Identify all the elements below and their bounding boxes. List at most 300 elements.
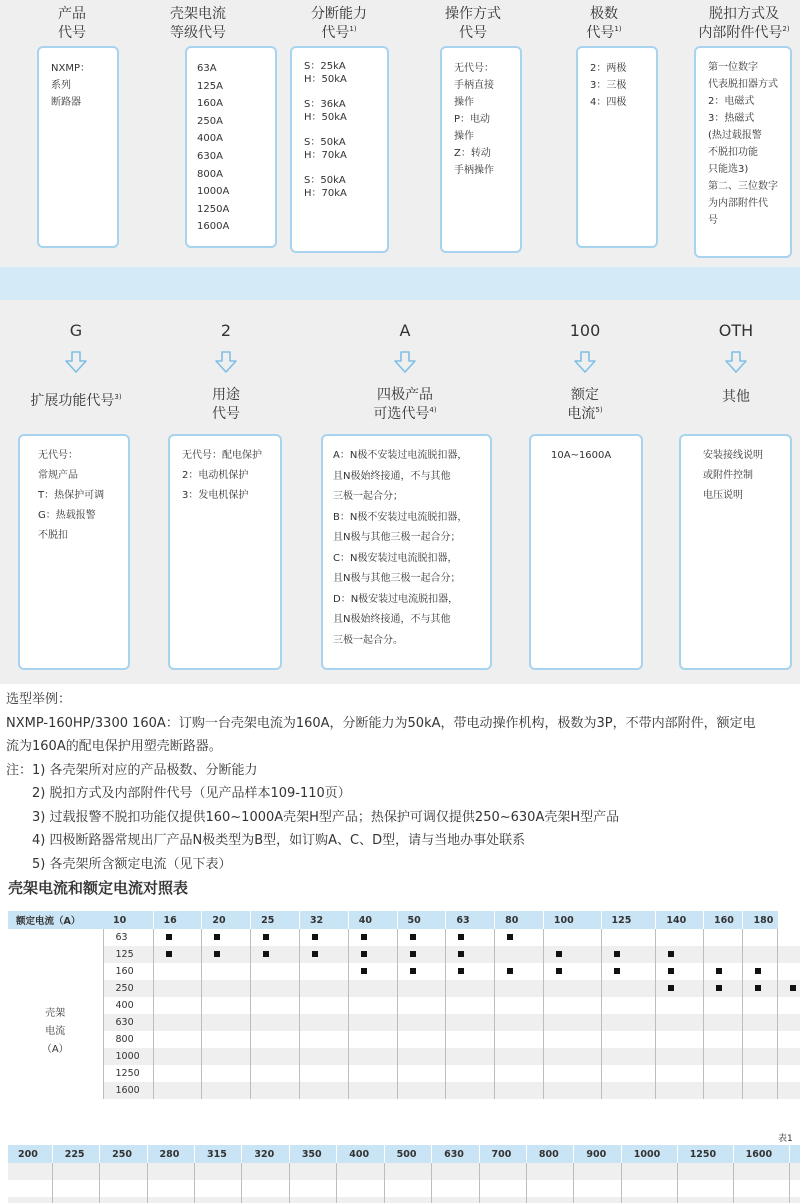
mark-cell — [202, 1082, 251, 1099]
box-line: 125A — [197, 80, 223, 92]
rating-header: 700 — [479, 1145, 526, 1163]
mark-cell — [242, 1163, 289, 1180]
box-line: H：70kA — [304, 150, 347, 161]
mark-cell — [397, 997, 446, 1014]
box-line: 不脱扣功能 — [708, 147, 758, 158]
mark-cell — [446, 980, 495, 997]
box-line: 为内部附件代 — [708, 198, 768, 209]
spacer — [304, 162, 387, 174]
mark-cell — [656, 963, 704, 980]
col-head-5 — [544, 5, 664, 43]
mark-cell — [495, 1014, 544, 1031]
box-line: 三极一起合分； — [333, 491, 403, 502]
mark-cell — [299, 997, 348, 1014]
code-box-3 — [290, 46, 389, 253]
mark-cell — [52, 1197, 99, 1203]
down-arrow-icon — [214, 350, 238, 374]
mark-cell — [495, 1031, 544, 1048]
mark-cell — [778, 946, 800, 963]
table-row — [8, 980, 800, 997]
available-mark — [755, 985, 761, 991]
mark-cell — [656, 929, 704, 946]
col-title-line2 — [413, 24, 533, 43]
mark-cell — [601, 1048, 656, 1065]
available-mark — [458, 951, 464, 957]
mark-cell — [348, 1082, 397, 1099]
rating-header: 1000 — [621, 1145, 677, 1163]
available-mark — [361, 951, 367, 957]
rating-header: 20 — [202, 911, 251, 929]
rating-header: 10 — [103, 911, 153, 929]
frame-value: 1000 — [103, 1048, 153, 1065]
label-line1 — [515, 386, 655, 405]
mark-cell — [479, 1197, 526, 1203]
box-line: 63A — [197, 63, 217, 74]
col-title-text: 等级代号 — [170, 25, 226, 41]
box-line: 手柄直接 — [454, 80, 494, 91]
box-line: B：N极不安装过电流脱扣器， — [333, 511, 468, 523]
mark-cell — [299, 1014, 348, 1031]
box-line: 无代号：配电保护 — [182, 450, 262, 461]
col-title-text: 内部附件代号 — [698, 25, 783, 41]
label-line1 — [666, 388, 800, 407]
rating-header: 40 — [348, 911, 397, 929]
label-line2 — [515, 405, 655, 424]
mark-cell — [202, 997, 251, 1014]
rating-header: 160 — [703, 911, 743, 929]
code-label-2 — [156, 386, 296, 424]
mark-cell — [251, 1031, 300, 1048]
available-mark — [458, 968, 464, 974]
mark-cell — [153, 1048, 202, 1065]
down-arrow-icon — [393, 350, 417, 374]
box-line: (热过载报警 — [708, 130, 762, 141]
example-heading: 选型举例： — [6, 692, 72, 707]
mark-cell — [543, 1031, 601, 1048]
selection-notes — [6, 688, 800, 876]
rating-header: 1600 — [733, 1145, 789, 1163]
mark-cell — [479, 1163, 526, 1180]
mark-cell — [703, 963, 743, 980]
col-head-3 — [279, 5, 399, 43]
down-arrow-icon — [724, 350, 748, 374]
mark-cell — [194, 1180, 241, 1197]
down-arrow-icon — [573, 350, 597, 374]
box-line: 无代号： — [38, 450, 78, 461]
mark-cell — [348, 1048, 397, 1065]
mark-cell — [202, 980, 251, 997]
footnote-ref: 1) — [614, 25, 622, 33]
mark-cell — [789, 1197, 800, 1203]
mark-cell — [348, 1031, 397, 1048]
label-line1 — [156, 386, 296, 405]
mark-cell — [251, 1014, 300, 1031]
mark-cell — [601, 997, 656, 1014]
label-text: 其他 — [722, 389, 750, 405]
mark-cell — [446, 1082, 495, 1099]
col-title-line1: 脱扣方式及 — [709, 6, 779, 22]
available-mark — [755, 968, 761, 974]
mark-cell — [543, 980, 601, 997]
table-row — [8, 1048, 800, 1065]
spacer — [304, 86, 387, 98]
mark-cell — [703, 1048, 743, 1065]
rating-header: 315 — [194, 1145, 241, 1163]
mark-cell — [743, 1065, 778, 1082]
box-line: S：25kA — [304, 61, 346, 72]
box-line: 800A — [197, 168, 223, 180]
mark-cell — [153, 997, 202, 1014]
mark-cell — [703, 1065, 743, 1082]
available-mark — [410, 934, 416, 940]
box-line: 630A — [197, 150, 223, 162]
rating-table-continued — [8, 1145, 800, 1203]
mark-cell — [8, 1197, 52, 1203]
mark-cell — [446, 929, 495, 946]
mark-cell — [446, 1014, 495, 1031]
mark-cell — [743, 1014, 778, 1031]
code-box-bottom-3 — [321, 434, 492, 670]
table-row — [8, 946, 800, 963]
label-line1 — [335, 386, 475, 405]
mark-cell — [289, 1197, 336, 1203]
mark-cell — [778, 1031, 800, 1048]
mark-cell — [677, 1180, 733, 1197]
mark-cell — [526, 1163, 573, 1180]
mark-cell — [656, 1031, 704, 1048]
box-line: 操作 — [454, 97, 474, 108]
note-3: 3) 过载报警不脱扣功能仅提供160~1000A壳架H型产品；热保护可调仅提供250~630A壳架H型产品 — [32, 809, 620, 825]
col-title-line1: 壳架电流 — [170, 6, 226, 22]
available-mark — [716, 985, 722, 991]
mark-cell — [621, 1163, 677, 1180]
mark-cell — [543, 997, 601, 1014]
mark-cell — [703, 997, 743, 1014]
mark-cell — [495, 997, 544, 1014]
col-title-line1: 产品 — [58, 6, 86, 22]
table-title: 壳架电流和额定电流对照表 — [8, 879, 189, 897]
table-header-row — [8, 911, 800, 929]
box-line: H：50kA — [304, 74, 347, 85]
mark-cell — [703, 946, 743, 963]
mark-cell — [251, 1048, 300, 1065]
mark-cell — [543, 1065, 601, 1082]
mark-cell — [656, 946, 704, 963]
available-mark — [614, 951, 620, 957]
available-mark — [668, 985, 674, 991]
table-row — [8, 1082, 800, 1099]
footnote-ref: 1) — [349, 25, 357, 33]
mark-cell — [703, 929, 743, 946]
col-title-line2 — [544, 24, 664, 43]
code-label-5 — [666, 388, 800, 407]
mark-cell — [778, 997, 800, 1014]
mark-cell — [743, 1048, 778, 1065]
mark-cell — [703, 1082, 743, 1099]
box-line: 2：电磁式 — [708, 96, 755, 107]
mark-cell — [543, 929, 601, 946]
footnote-ref: 2) — [782, 25, 790, 33]
rating-header: 320 — [242, 1145, 289, 1163]
footnote-ref: 3) — [114, 393, 122, 401]
rating-header: 280 — [147, 1145, 194, 1163]
available-mark — [361, 968, 367, 974]
available-mark — [716, 968, 722, 974]
mark-cell — [677, 1163, 733, 1180]
mark-cell — [733, 1163, 789, 1180]
mark-cell — [8, 1180, 52, 1197]
mark-cell — [251, 963, 300, 980]
code-box-1 — [37, 46, 119, 248]
label-text: 用途 — [212, 387, 240, 403]
mark-cell — [733, 1180, 789, 1197]
mark-cell — [743, 1082, 778, 1099]
note-5: 5) 各壳架所含额定电流（见下表） — [32, 856, 232, 872]
mark-cell — [100, 1163, 147, 1180]
mark-cell — [147, 1197, 194, 1203]
mark-cell — [384, 1163, 431, 1180]
mark-cell — [348, 1065, 397, 1082]
box-line: 3：三极 — [590, 80, 627, 91]
mark-cell — [251, 997, 300, 1014]
box-line: 2：电动机保护 — [182, 470, 249, 481]
mark-cell — [202, 1014, 251, 1031]
mark-cell — [348, 963, 397, 980]
available-mark — [614, 968, 620, 974]
code-label-1 — [6, 392, 146, 411]
table-number: 表1 — [778, 1134, 793, 1144]
mark-cell — [574, 1163, 621, 1180]
code-letter-3: A — [399, 321, 411, 340]
rating-header: 500 — [384, 1145, 431, 1163]
note-1: 注：1) 各壳架所对应的产品极数、分断能力 — [6, 762, 258, 778]
box-line: 1250A — [197, 203, 230, 215]
mark-cell — [601, 963, 656, 980]
label-text: 电流 — [567, 406, 596, 422]
mark-cell — [299, 963, 348, 980]
code-box-5 — [576, 46, 658, 248]
rating-header: 350 — [289, 1145, 336, 1163]
mark-cell — [397, 1048, 446, 1065]
mark-cell — [348, 997, 397, 1014]
mark-cell — [52, 1163, 99, 1180]
box-line: 只能选3) — [708, 164, 749, 175]
mark-cell — [778, 1048, 800, 1065]
box-line: 1600A — [197, 221, 230, 233]
mark-cell — [8, 1163, 52, 1180]
mark-cell — [147, 1163, 194, 1180]
table-header-row-2 — [8, 1145, 800, 1163]
box-line: 代表脱扣器方式 — [708, 79, 778, 90]
box-line: 10A~1600A — [551, 450, 612, 461]
available-mark — [361, 934, 367, 940]
col-title-line2 — [279, 24, 399, 43]
box-line: 无代号： — [454, 63, 494, 74]
available-mark — [668, 951, 674, 957]
box-line: D：N极安装过电流脱扣器， — [333, 593, 459, 605]
rating-header: 200 — [8, 1145, 52, 1163]
rating-header: 125 — [601, 911, 656, 929]
available-mark — [507, 968, 513, 974]
mark-cell — [479, 1180, 526, 1197]
box-line: 号 — [708, 215, 718, 226]
box-line: S：36kA — [304, 99, 346, 110]
table-row — [8, 997, 800, 1014]
rating-header: 800 — [526, 1145, 573, 1163]
mark-cell — [778, 929, 800, 946]
mark-cell — [397, 1031, 446, 1048]
box-line: H：70kA — [304, 188, 347, 199]
rating-table — [8, 911, 800, 1099]
mark-cell — [337, 1197, 384, 1203]
mark-cell — [337, 1163, 384, 1180]
box-line: NXMP： — [51, 63, 90, 74]
mark-cell — [299, 929, 348, 946]
mark-cell — [100, 1197, 147, 1203]
available-mark — [410, 951, 416, 957]
mark-cell — [656, 997, 704, 1014]
label-line2 — [156, 405, 296, 424]
available-mark — [214, 951, 220, 957]
table-row — [8, 1197, 800, 1203]
mark-cell — [446, 1031, 495, 1048]
mark-cell — [601, 980, 656, 997]
mark-cell — [543, 1048, 601, 1065]
available-mark — [263, 951, 269, 957]
mark-cell — [397, 946, 446, 963]
mark-cell — [601, 1031, 656, 1048]
header-label: 额定电流（A） — [8, 911, 103, 929]
mark-cell — [446, 1048, 495, 1065]
mark-cell — [397, 963, 446, 980]
mark-cell — [743, 963, 778, 980]
mark-cell — [251, 1065, 300, 1082]
box-line: 不脱扣 — [38, 530, 68, 541]
col-title-text: 代号 — [586, 25, 615, 41]
example-text: NXMP-160HP/3300 160A：订购一台壳架电流为160A，分断能力为50kA，带电动操作机构，极数为3P，不带内部附件，额定电 — [6, 715, 756, 731]
frame-value: 160 — [103, 963, 153, 980]
mark-cell — [656, 1048, 704, 1065]
available-mark — [458, 934, 464, 940]
box-line: 1000A — [197, 186, 230, 198]
mark-cell — [432, 1163, 479, 1180]
mark-cell — [251, 980, 300, 997]
rating-header: 32 — [299, 911, 348, 929]
box-line: 3：热磁式 — [708, 113, 755, 124]
mark-cell — [202, 1065, 251, 1082]
box-line: 常规产品 — [38, 470, 78, 481]
mark-cell — [194, 1197, 241, 1203]
mark-cell — [495, 929, 544, 946]
mark-cell — [778, 1082, 800, 1099]
frame-value: 400 — [103, 997, 153, 1014]
mark-cell — [778, 1014, 800, 1031]
mark-cell — [743, 1031, 778, 1048]
mark-cell — [397, 1082, 446, 1099]
side-label-line: （A） — [41, 1044, 69, 1055]
mark-cell — [202, 1048, 251, 1065]
col-title-text: 代号 — [459, 25, 487, 41]
available-mark — [668, 968, 674, 974]
mark-cell — [789, 1180, 800, 1197]
table-row — [8, 963, 800, 980]
mark-cell — [446, 1065, 495, 1082]
code-label-4 — [515, 386, 655, 424]
box-line: Z：转动 — [454, 148, 491, 159]
mark-cell — [656, 1014, 704, 1031]
mark-cell — [153, 980, 202, 997]
code-box-bottom-4 — [529, 434, 643, 670]
mark-cell — [526, 1197, 573, 1203]
box-line: 4：四极 — [590, 97, 627, 108]
col-head-6 — [684, 5, 800, 43]
mark-cell — [153, 1082, 202, 1099]
mark-cell — [789, 1163, 800, 1180]
col-head-1 — [12, 5, 132, 43]
table-row — [8, 929, 800, 946]
mark-cell — [495, 980, 544, 997]
mark-cell — [348, 980, 397, 997]
mark-cell — [251, 946, 300, 963]
mark-cell — [495, 963, 544, 980]
box-line: C：N极安装过电流脱扣器， — [333, 552, 458, 564]
table-row — [8, 1163, 800, 1180]
col-title-line1: 分断能力 — [311, 6, 367, 22]
rating-header: 225 — [52, 1145, 99, 1163]
down-arrow-icon — [64, 350, 88, 374]
box-line: A：N极不安装过电流脱扣器， — [333, 450, 468, 461]
mark-cell — [299, 1082, 348, 1099]
rating-header: 630 — [432, 1145, 479, 1163]
mark-cell — [543, 946, 601, 963]
box-line: G：热载报警 — [38, 510, 96, 521]
mark-cell — [289, 1163, 336, 1180]
mark-cell — [601, 1065, 656, 1082]
mark-cell — [299, 1031, 348, 1048]
code-label-3 — [335, 386, 475, 424]
rating-header: 100 — [543, 911, 601, 929]
mark-cell — [202, 946, 251, 963]
rating-header: 1250 — [677, 1145, 733, 1163]
frame-value: 1250 — [103, 1065, 153, 1082]
mark-cell — [601, 946, 656, 963]
code-box-6 — [694, 46, 792, 258]
frame-value: 1600 — [103, 1082, 153, 1099]
col-title-text: 代号 — [321, 25, 350, 41]
label-line1 — [6, 392, 146, 411]
mark-cell — [743, 980, 778, 997]
box-line: 160A — [197, 98, 223, 110]
mark-cell — [703, 1031, 743, 1048]
rating-header: 250 — [100, 1145, 147, 1163]
mark-cell — [251, 929, 300, 946]
frame-value: 630 — [103, 1014, 153, 1031]
mark-cell — [348, 946, 397, 963]
code-letter-5: OTH — [718, 321, 754, 340]
available-mark — [312, 934, 318, 940]
table-row — [8, 1014, 800, 1031]
mark-cell — [495, 1048, 544, 1065]
col-title-line1: 极数 — [590, 6, 618, 22]
col-head-2 — [138, 5, 258, 43]
box-line: 且N极始终接通，不与其他 — [333, 614, 451, 625]
rating-header: 63 — [446, 911, 495, 929]
mark-cell — [153, 1031, 202, 1048]
mark-cell — [446, 946, 495, 963]
box-line: 第二、三位数字 — [708, 181, 778, 192]
mark-cell — [202, 1031, 251, 1048]
note-2: 2) 脱扣方式及内部附件代号（见产品样本109-110页） — [32, 786, 351, 801]
